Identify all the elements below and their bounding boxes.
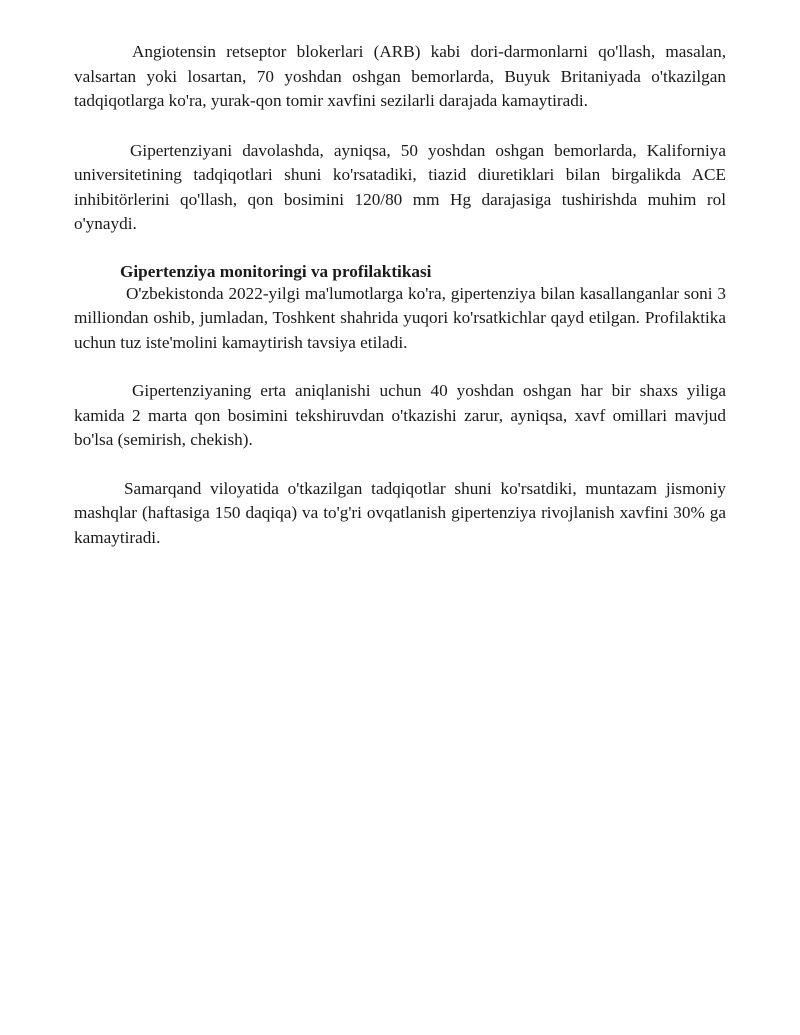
paragraph-samarqand-study: Samarqand viloyatida o'tkazilgan tadqiqotlar shuni ko'rsatdiki, muntazam jismoniy mashqlar (haftasiga 150 daqiqa) va to'g'ri ovqatlanish gipertenziya rivojlanish xavfini 30% ga kamaytiradi.	[74, 478, 726, 547]
paragraph-early-detection: Gipertenziyaning erta aniqlanishi uchun 40 yoshdan oshgan har bir shaxs yiliga kamida 2 marta qon bosimini tekshiruvdan o'tkazishi zarur, ayniqsa, xavf omillari mavjud bo'lsa (semirish, chekish).	[74, 381, 726, 449]
paragraph-uzbekistan-stats: O'zbekistonda 2022-yilgi ma'lumotlarga ko'ra, gipertenziya bilan kasallanganlar soni 3 milliondan oshib, jumladan, Toshkent shahrida yuqori ko'rsatkichlar qayd etilgan. Profilaktika uchun tuz iste'molini kamaytirish tavsiya etiladi.	[74, 283, 726, 352]
paragraph-treatment: Gipertenziyani davolashda, ayniqsa, 50 yoshdan oshgan bemorlarda, Kaliforniya universitetining tadqiqotlari shuni ko'rsatadiki, tiazid diuretiklari bilan birgalikda ACE inhibitörlerini qo'llash, qon bosimini 120/80 mm Hg darajasiga tushirishda muhim rol o'ynaydi.	[74, 140, 726, 233]
section-heading: Gipertenziya monitoringi va profilaktikasi	[120, 261, 432, 281]
document-page	[74, 40, 726, 550]
paragraph-arb: Angiotensin retseptor blokerlari (ARB) kabi dori-darmonlarni qo'llash, masalan, valsartan yoki losartan, 70 yoshdan oshgan bemorlarda, Buyuk Britaniyada o'tkazilgan tadqiqotlarga ko'ra, yurak-qon tomir xavfini sezilarli darajada kamaytiradi.	[74, 42, 726, 110]
